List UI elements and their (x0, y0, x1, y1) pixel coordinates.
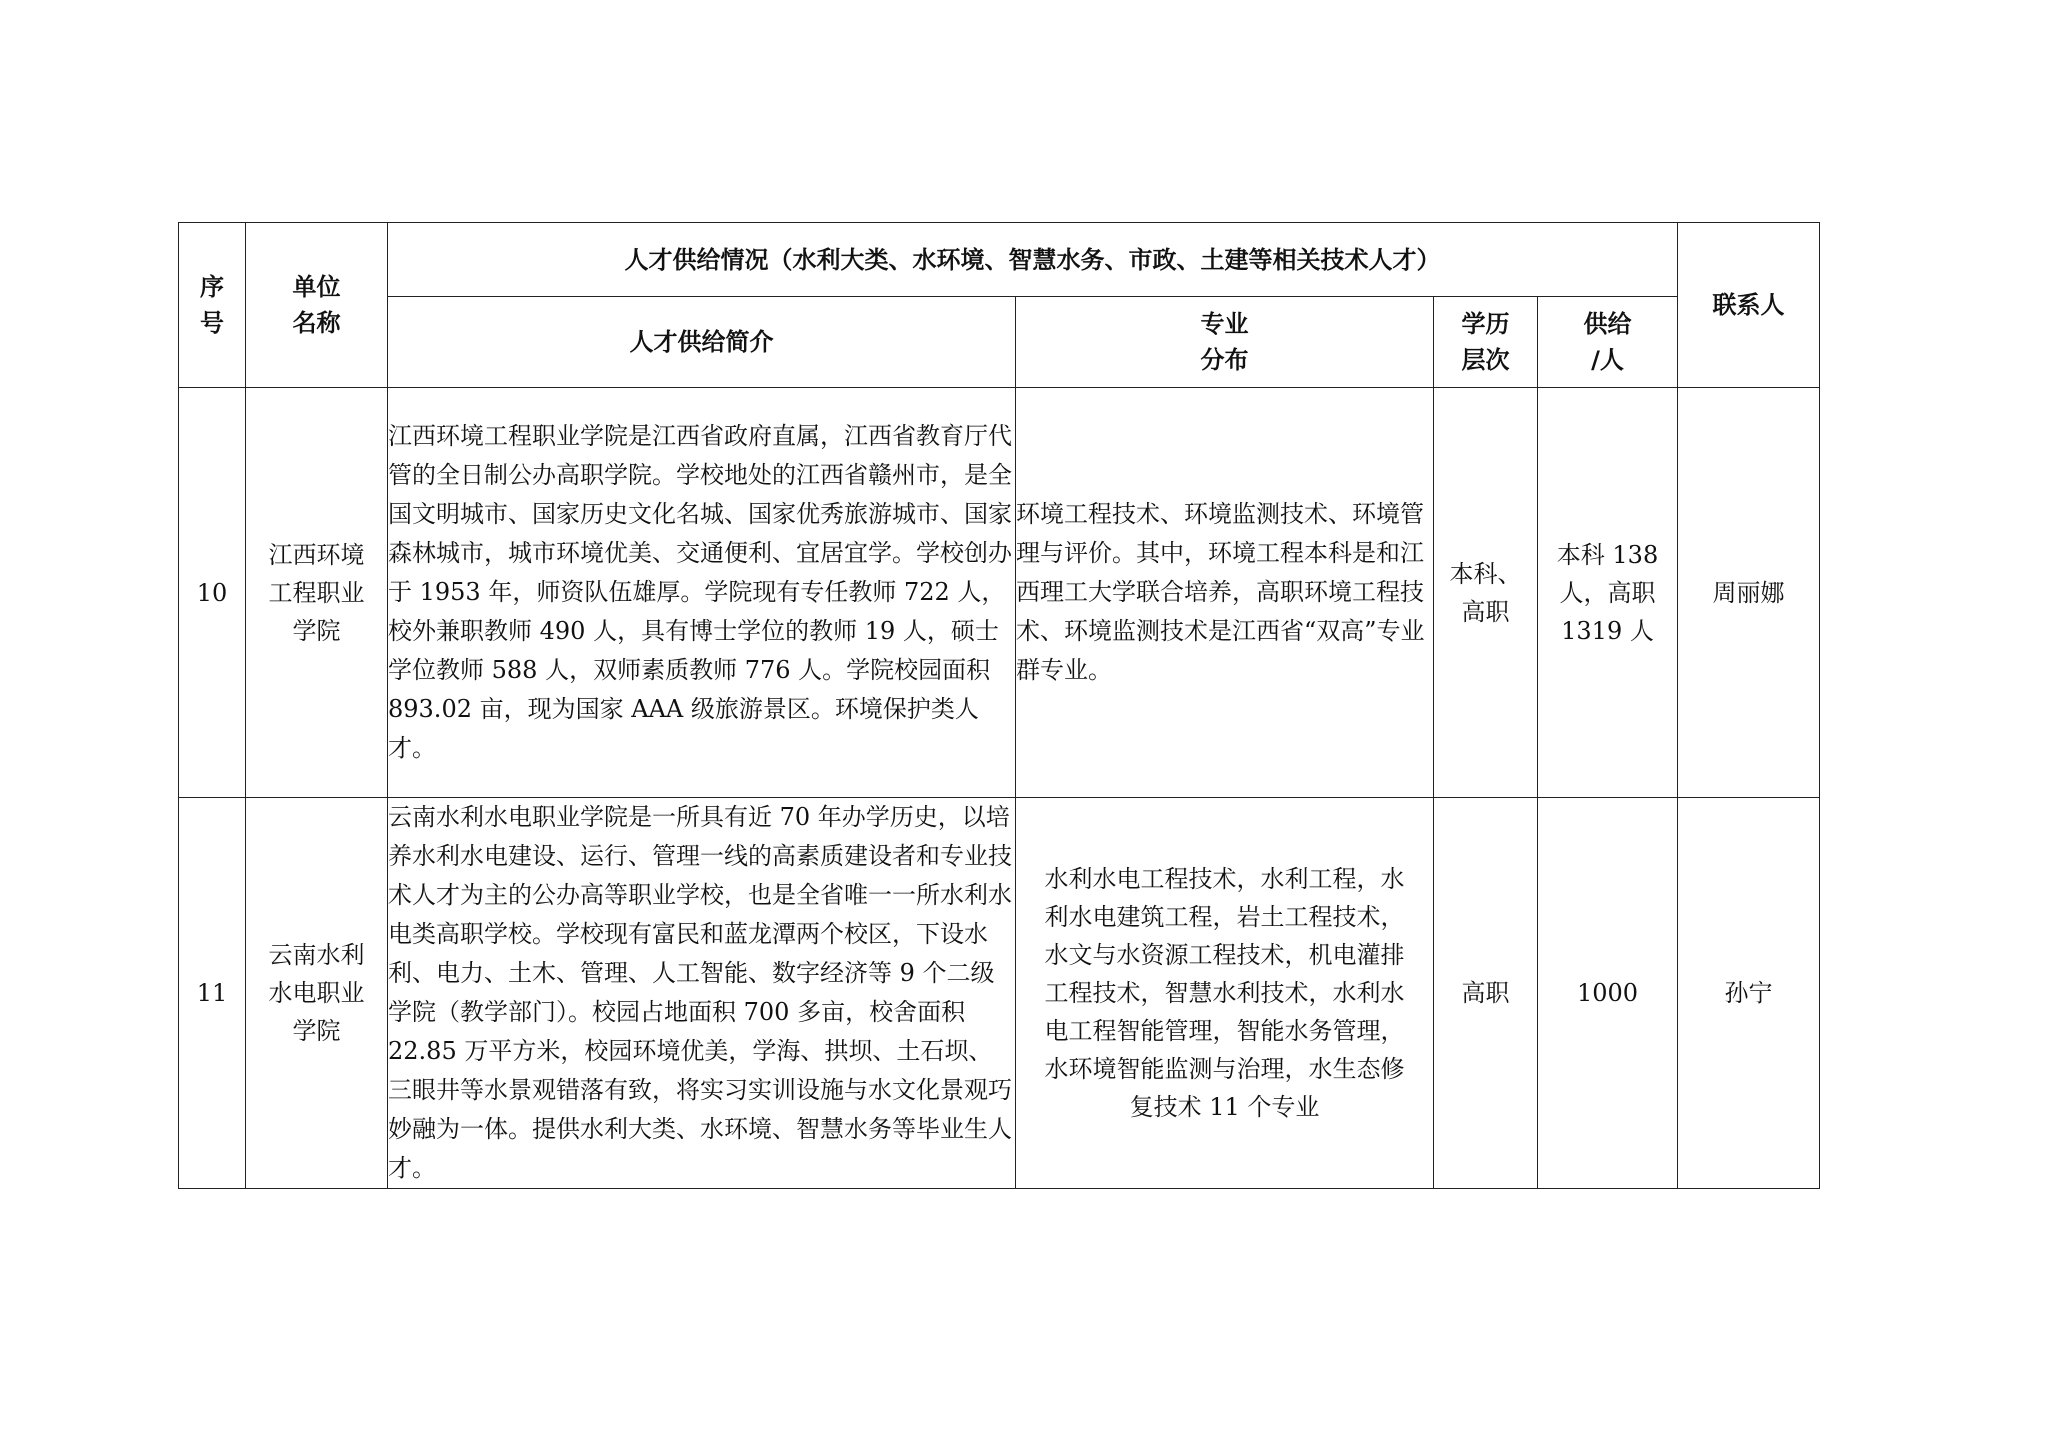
row-education (1434, 388, 1538, 798)
header-unit-line-2: 名称 (292, 309, 341, 337)
header-intro: 人才供给简介 (388, 297, 1016, 388)
row-intro: 云南水利水电职业学院是一所具有近 70 年办学历史，以培养水利水电建设、运行、管理一线的高素质建设者和专业技术人才为主的公办高等职业学校，也是全省唯一一所水利水电类高职学校。学校现有富民和蓝龙潭两个校区，下设水利、电力、土木、管理、人工智能、数字经济等 9 个二级学院（教学部门）。校园占地面积 700 多亩，校舍面积 22.85 万平方米，校园环境优美，学海、拱坝、土石坝、三眼井等水景观错落有致，将实习实训设施与水文化景观巧妙融为一体。提供水利大类、水环境、智慧水务等毕业生人才。 (388, 798, 1016, 1189)
header-supply-line-2: /人 (1591, 346, 1624, 374)
row-major-line-7: 复技术 11 个专业 (1129, 1093, 1320, 1121)
row-education-line-1: 本科、 (1449, 559, 1522, 588)
header-major-line-2: 分布 (1200, 346, 1249, 374)
talent-supply-table (178, 222, 1820, 1189)
header-contact: 联系人 (1678, 223, 1820, 388)
row-major-line-5: 电工程智能管理，智能水务管理， (1044, 1017, 1405, 1045)
row-supply-line-1: 本科 138 (1556, 540, 1659, 569)
row-unit-line-2: 水电职业 (268, 979, 365, 1007)
header-group-title: 人才供给情况（水利大类、水环境、智慧水务、市政、土建等相关技术人才） (388, 223, 1678, 297)
header-unit-line-1: 单位 (292, 273, 341, 301)
header-supply (1538, 297, 1678, 388)
row-major-line-1: 水利水电工程技术，水利工程，水 (1044, 865, 1405, 893)
row-major (1016, 798, 1434, 1189)
header-seq (179, 223, 246, 388)
header-unit (246, 223, 388, 388)
header-supply-line-1: 供给 (1583, 310, 1632, 338)
row-unit (246, 388, 388, 798)
row-major: 环境工程技术、环境监测技术、环境管理与评价。其中，环境工程本科是和江西理工大学联合培养，高职环境工程技术、环境监测技术是江西省“双高”专业群专业。 (1016, 388, 1434, 798)
row-major-line-2: 利水电建筑工程，岩土工程技术， (1044, 903, 1405, 931)
row-major-line-6: 水环境智能监测与治理，水生态修 (1044, 1055, 1405, 1083)
header-seq-line-1: 序 (200, 273, 224, 301)
row-supply-line-3: 1319 人 (1561, 616, 1654, 645)
row-contact: 周丽娜 (1678, 388, 1820, 798)
row-contact: 孙宁 (1678, 798, 1820, 1189)
row-supply-line-2: 人，高职 (1559, 578, 1656, 607)
row-major-line-3: 水文与水资源工程技术，机电灌排 (1044, 941, 1405, 969)
header-seq-line-2: 号 (200, 309, 224, 337)
row-intro: 江西环境工程职业学院是江西省政府直属，江西省教育厅代管的全日制公办高职学院。学校地处的江西省赣州市，是全国文明城市、国家历史文化名城、国家优秀旅游城市、国家森林城市，城市环境优美、交通便利、宜居宜学。学校创办于 1953 年，师资队伍雄厚。学院现有专任教师 722 人，校外兼职教师 490 人，具有博士学位的教师 19 人，硕士学位教师 588 人，双师素质教师 776 人。学院校园面积 893.02 亩，现为国家 AAA 级旅游景区。环境保护类人才。 (388, 388, 1016, 798)
row-unit-line-3: 学院 (292, 616, 341, 645)
row-unit-line-1: 江西环境 (268, 540, 365, 569)
row-supply (1538, 388, 1678, 798)
table-row (179, 798, 1820, 1189)
row-unit (246, 798, 388, 1189)
header-major (1016, 297, 1434, 388)
header-education (1434, 297, 1538, 388)
row-seq: 10 (179, 388, 246, 798)
row-unit-line-1: 云南水利 (268, 941, 365, 969)
row-unit-line-2: 工程职业 (268, 578, 365, 607)
row-education-line-2: 高职 (1461, 597, 1510, 626)
row-unit-line-3: 学院 (292, 1017, 341, 1045)
row-seq: 11 (179, 798, 246, 1189)
header-education-line-1: 学历 (1461, 310, 1510, 338)
header-education-line-2: 层次 (1461, 346, 1510, 374)
table-row (179, 388, 1820, 798)
row-supply: 1000 (1538, 798, 1678, 1189)
header-major-line-1: 专业 (1200, 310, 1249, 338)
row-education: 高职 (1434, 798, 1538, 1189)
row-major-line-4: 工程技术，智慧水利技术，水利水 (1044, 979, 1405, 1007)
